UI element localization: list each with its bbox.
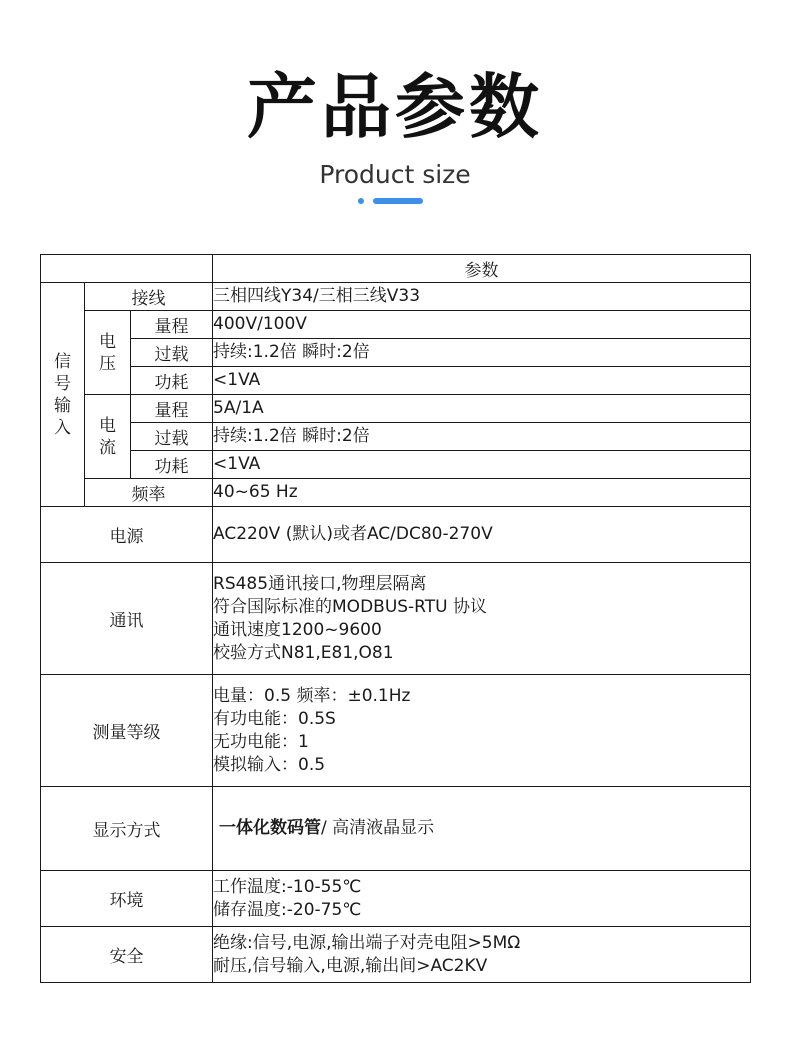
current-power-label: 功耗 bbox=[131, 451, 213, 479]
table-row bbox=[41, 283, 751, 311]
voltage-power-value: <1VA bbox=[213, 367, 751, 395]
header-empty-cell bbox=[41, 255, 213, 283]
spec-table bbox=[40, 254, 751, 983]
voltage-overload-label: 过载 bbox=[131, 339, 213, 367]
table-row bbox=[41, 871, 751, 927]
wiring-value: 三相四线Y34/三相三线V33 bbox=[213, 283, 751, 311]
voltage-overload-value: 持续:1.2倍 瞬时:2倍 bbox=[213, 339, 751, 367]
voltage-range-label: 量程 bbox=[131, 311, 213, 339]
accuracy-line: 电量：0.5 频率：±0.1Hz bbox=[213, 685, 411, 706]
table-row bbox=[41, 675, 751, 787]
power-supply-value: AC220V (默认)或者AC/DC80-270V bbox=[213, 507, 751, 563]
table-row bbox=[41, 423, 751, 451]
communication-line: 通讯速度1200~9600 bbox=[213, 619, 382, 640]
safety-value bbox=[213, 927, 751, 983]
frequency-label: 频率 bbox=[85, 479, 213, 507]
current-label: 电 流 bbox=[85, 395, 131, 479]
voltage-label: 电 压 bbox=[85, 311, 131, 395]
power-supply-label: 电源 bbox=[41, 507, 213, 563]
display-value-bold: 一体化数码管 bbox=[219, 818, 322, 838]
communication-line: RS485通讯接口,物理层隔离 bbox=[213, 573, 427, 594]
communication-line: 校验方式N81,E81,O81 bbox=[213, 642, 394, 663]
current-overload-value: 持续:1.2倍 瞬时:2倍 bbox=[213, 423, 751, 451]
accuracy-line: 有功电能：0.5S bbox=[213, 708, 336, 729]
page-title: 产品参数 bbox=[247, 66, 543, 148]
table-row bbox=[41, 255, 751, 283]
display-value bbox=[213, 787, 751, 871]
title-decoration bbox=[358, 197, 428, 205]
environment-label: 环境 bbox=[41, 871, 213, 927]
current-range-value: 5A/1A bbox=[213, 395, 751, 423]
table-row bbox=[41, 927, 751, 983]
communication-value bbox=[213, 563, 751, 675]
voltage-range-value: 400V/100V bbox=[213, 311, 751, 339]
page-subtitle: Product size bbox=[319, 160, 471, 189]
table-row bbox=[41, 367, 751, 395]
display-value-rest: / 高清液晶显示 bbox=[321, 818, 435, 838]
display-label: 显示方式 bbox=[41, 787, 213, 871]
environment-line: 工作温度:-10-55℃ bbox=[213, 876, 362, 897]
decoration-bar bbox=[373, 198, 423, 204]
wiring-label: 接线 bbox=[85, 283, 213, 311]
table-row bbox=[41, 451, 751, 479]
current-range-label: 量程 bbox=[131, 395, 213, 423]
communication-label: 通讯 bbox=[41, 563, 213, 675]
communication-line: 符合国际标准的MODBUS-RTU 协议 bbox=[213, 596, 487, 617]
table-row bbox=[41, 395, 751, 423]
table-row bbox=[41, 479, 751, 507]
table-row bbox=[41, 339, 751, 367]
decoration-dot bbox=[358, 198, 364, 204]
safety-label: 安全 bbox=[41, 927, 213, 983]
table-row bbox=[41, 563, 751, 675]
voltage-power-label: 功耗 bbox=[131, 367, 213, 395]
col-header-param: 参数 bbox=[213, 255, 751, 283]
accuracy-line: 无功电能：1 bbox=[213, 731, 309, 752]
current-overload-label: 过载 bbox=[131, 423, 213, 451]
safety-line: 绝缘:信号,电源,输出端子对壳电阻>5MΩ bbox=[213, 932, 521, 953]
current-power-value: <1VA bbox=[213, 451, 751, 479]
environment-line: 储存温度:-20-75℃ bbox=[213, 899, 362, 920]
frequency-value: 40~65 Hz bbox=[213, 479, 751, 507]
environment-value bbox=[213, 871, 751, 927]
table-row bbox=[41, 507, 751, 563]
signal-input-label: 信 号 输 入 bbox=[41, 283, 85, 507]
table-row bbox=[41, 787, 751, 871]
accuracy-value bbox=[213, 675, 751, 787]
table-row bbox=[41, 311, 751, 339]
safety-line: 耐压,信号输入,电源,输出间>AC2KV bbox=[213, 955, 488, 976]
accuracy-label: 测量等级 bbox=[41, 675, 213, 787]
accuracy-line: 模拟输入：0.5 bbox=[213, 754, 326, 775]
